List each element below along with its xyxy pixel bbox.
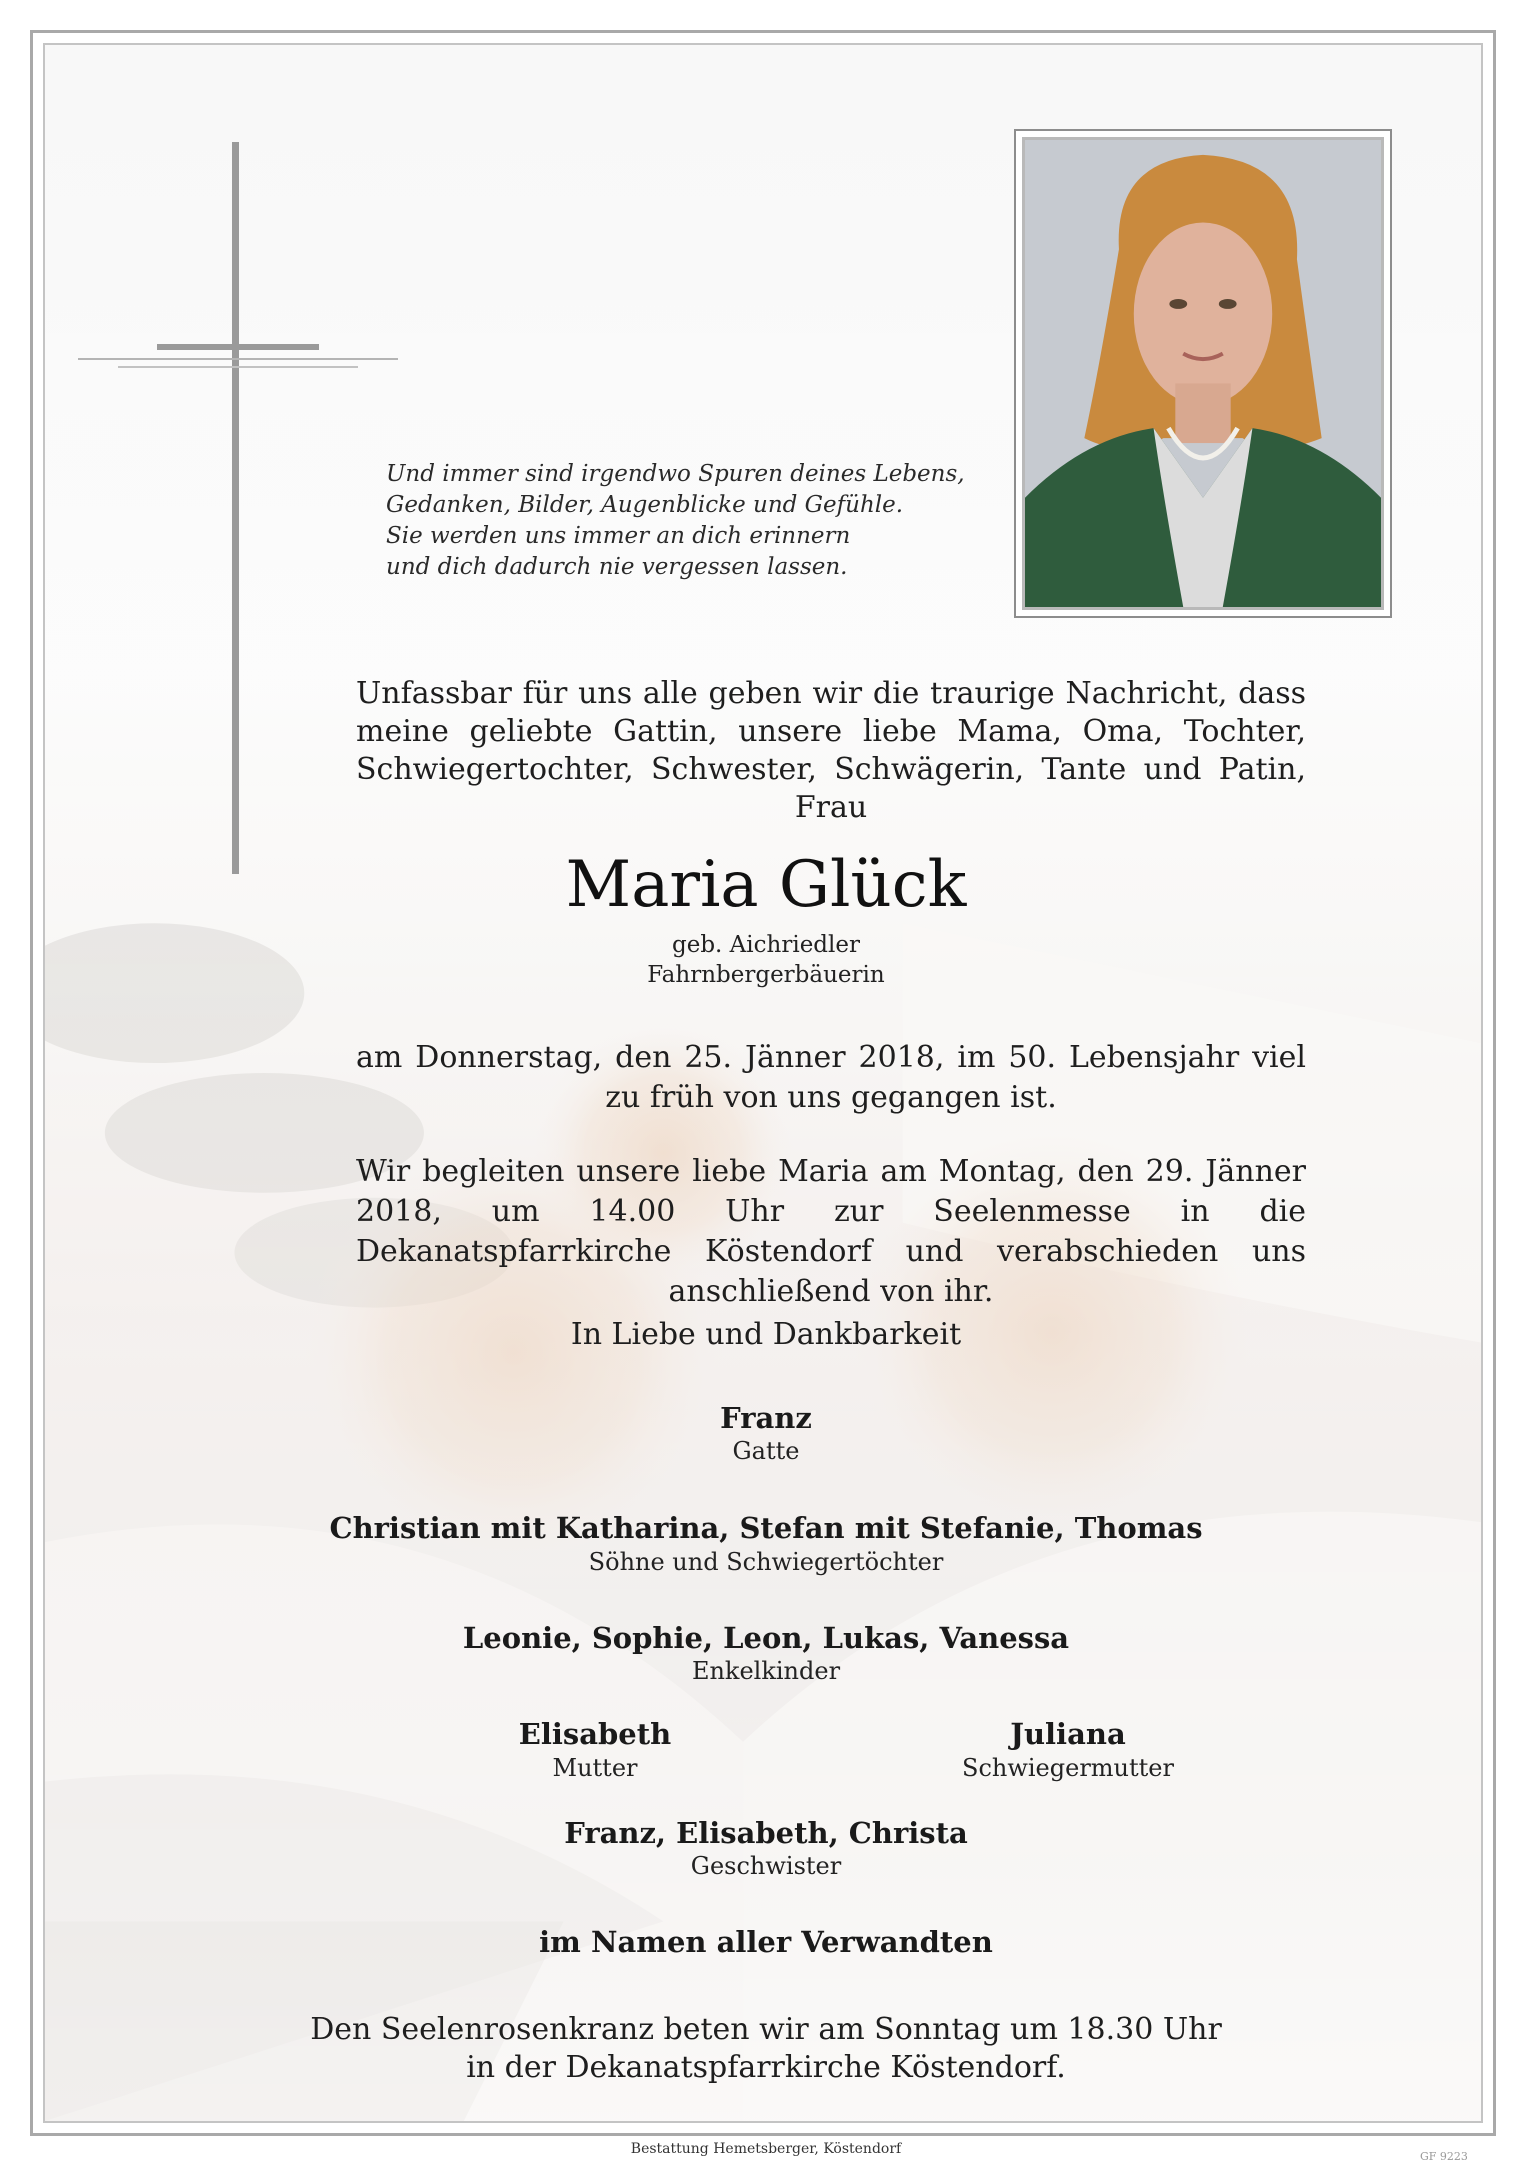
maiden-name: geb. Aichriedler [672,932,860,958]
mourner-relation: Enkelkinder [691,1657,841,1685]
closing-line: In Liebe und Dankbarkeit [570,1317,962,1352]
death-notice: am Donnerstag, den 25. Jänner 2018, im 50. Lebensjahr viel zu früh von uns gegangen ist. [356,1040,1306,1115]
mourner-names: Juliana [1010,1717,1126,1751]
mourner-names: Leonie, Sophie, Leon, Lukas, Vanessa [462,1621,1070,1655]
template-code: GF 9223 [1420,2150,1468,2163]
mourner-relation: Gatte [732,1437,800,1465]
mourner-names: Franz, Elisabeth, Christa [564,1816,968,1850]
poem-line: Und immer sind irgendwo Spuren deines Lebens, [386,461,965,487]
mourner-names: Franz [720,1401,812,1435]
mourner-relation: Söhne und Schwiegertöchter [588,1548,944,1576]
portrait-frame [1014,129,1392,618]
poem [386,459,1026,583]
rosary-line-2: in der Dekanatspfarrkirche Köstendorf. [466,2050,1066,2085]
rosary-line-1: Den Seelenrosenkranz beten wir am Sonntag um 18.30 Uhr [310,2012,1222,2047]
mourner-relation: Geschwister [690,1852,842,1880]
house-name: Fahrnbergerbäuerin [647,962,885,988]
relatives-line: im Namen aller Verwandten [539,1925,993,1959]
deceased-name: Maria Glück [565,848,967,922]
portrait-photo [1022,137,1384,610]
mourner-relation: Mutter [552,1754,638,1782]
footer-undertaker: Bestattung Hemetsberger, Köstendorf [630,2141,902,2157]
mourner-relation: Schwiegermutter [962,1754,1174,1782]
poem-line: und dich dadurch nie vergessen lassen. [386,554,848,580]
poem-line: Gedanken, Bilder, Augenblicke und Gefühle. [386,492,904,518]
funeral-notice: Wir begleiten unsere liebe Maria am Montag, den 29. Jänner 2018, um 14.00 Uhr zur Seelenmesse in die Dekanatspfarrkirche Köstendorf und verabschieden uns anschließend von ihr. [356,1154,1306,1309]
mourner-names: Elisabeth [518,1717,672,1751]
mourner-names: Christian mit Katharina, Stefan mit Stefanie, Thomas [329,1511,1203,1545]
poem-line: Sie werden uns immer an dich erinnern [386,523,851,549]
intro-text: Unfassbar für uns alle geben wir die traurige Nachricht, dass meine geliebte Gattin, unsere liebe Mama, Oma, Tochter, Schwiegertochter, Schwester, Schwägerin, Tante und Patin, Frau [356,676,1306,825]
